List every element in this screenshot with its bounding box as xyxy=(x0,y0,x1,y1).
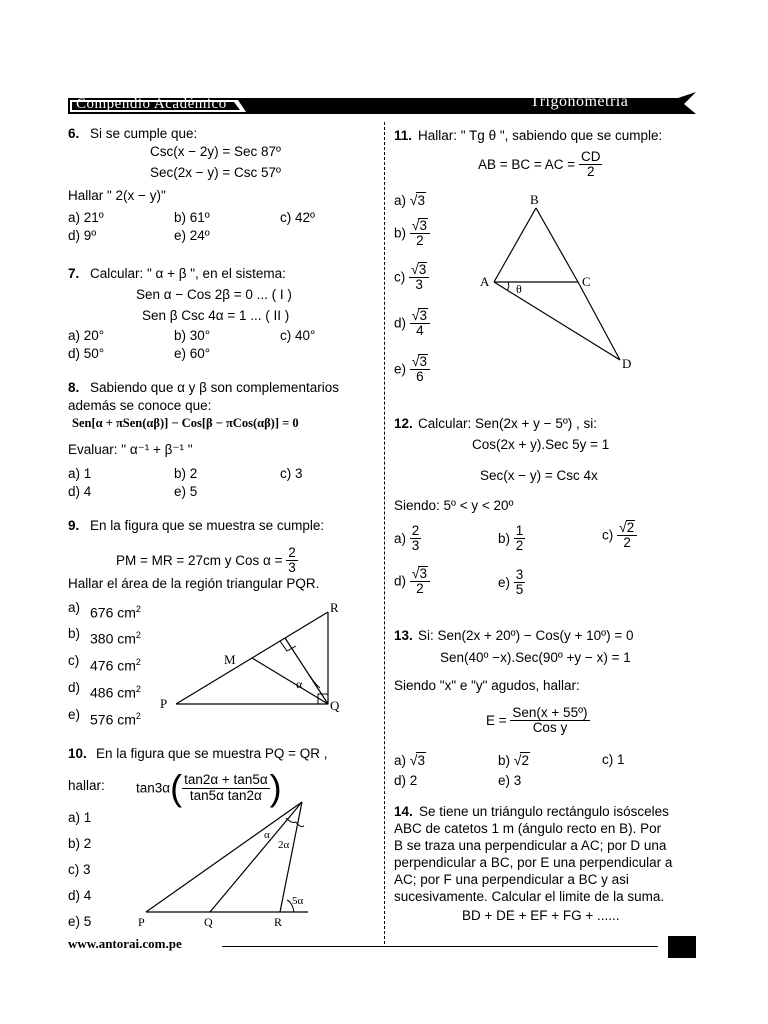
q9-option-e[interactable] xyxy=(90,711,141,728)
q13-frac-num: Sen(x + 55º) xyxy=(512,705,588,720)
q11-option-d-root: 3 xyxy=(419,308,427,323)
q9-label-P: P xyxy=(160,696,168,711)
q13-option-c[interactable]: c) 1 xyxy=(602,752,625,767)
q10-figure xyxy=(130,798,340,932)
q11-frac-den: 2 xyxy=(586,164,595,180)
q13-option-e[interactable]: e) 3 xyxy=(498,773,522,788)
q9-option-a-value: 676 cm xyxy=(90,604,136,621)
q11-option-c-den: 3 xyxy=(415,277,423,293)
q6-option-d[interactable]: d) 9º xyxy=(68,228,97,243)
q10-label-R: R xyxy=(274,915,283,929)
q13-frac-den: Cos y xyxy=(532,720,568,736)
q9-option-c-letter[interactable]: c) xyxy=(68,653,80,668)
q7-number: 7. xyxy=(68,266,80,281)
q12-option-c-letter: c) xyxy=(602,527,614,543)
q9-option-e-sup: 2 xyxy=(135,711,141,721)
q13-option-a-letter: a) xyxy=(394,753,407,768)
q13-option-b-letter: b) xyxy=(498,753,511,768)
q11-label-A: A xyxy=(480,274,490,289)
q6-intro: Si se cumple que: xyxy=(90,126,198,141)
q9-option-d[interactable] xyxy=(90,684,141,701)
q10-option-b[interactable]: b) 2 xyxy=(68,836,92,851)
q11-figure xyxy=(478,192,648,376)
q7-eq1: Sen α − Cos 2β = 0 ... ( I ) xyxy=(136,287,292,302)
q14-sum: BD + DE + EF + FG + ...... xyxy=(462,908,620,923)
q9-equation xyxy=(116,546,298,575)
q11-option-a-root: 3 xyxy=(417,193,425,208)
q8-intro1: Sabiendo que α y β son complementarios xyxy=(90,380,339,395)
q13-option-d[interactable]: d) 2 xyxy=(394,773,418,788)
q14-line-1: Se tiene un triángulo rectángulo isósceles xyxy=(419,804,669,819)
q11-option-a-letter: a) xyxy=(394,193,407,208)
q11-option-c-letter: c) xyxy=(394,269,406,285)
page-number-box xyxy=(668,936,696,958)
column-divider xyxy=(384,122,385,944)
q14-line-5: AC; por F una perpendicular a BC y asi xyxy=(394,872,629,887)
q8-option-d[interactable]: d) 4 xyxy=(68,484,92,499)
q9-option-b-letter[interactable]: b) xyxy=(68,626,81,641)
q11-option-e-den: 6 xyxy=(416,369,424,385)
q11-label-B: B xyxy=(530,192,539,207)
q9-option-a[interactable] xyxy=(90,604,141,621)
q12-option-e-letter: e) xyxy=(498,575,511,591)
q8-ask: Evaluar: " α⁻¹ + β⁻¹ " xyxy=(68,442,193,457)
q13-option-b-root: 2 xyxy=(521,753,529,768)
q12-option-a-letter: a) xyxy=(394,531,407,547)
q10-intro: En la figura que se muestra PQ = QR , xyxy=(96,746,328,761)
q11-number: 11. xyxy=(394,128,413,143)
q11-option-e-root: 3 xyxy=(419,354,427,369)
q7-option-c[interactable]: c) 40° xyxy=(280,328,316,343)
q6-ask: Hallar " 2(x − y)" xyxy=(68,188,166,203)
q11-eq-left: AB = BC = AC = xyxy=(478,157,576,173)
q12-option-d-den: 2 xyxy=(416,581,424,597)
q6-option-b[interactable]: b) 61º xyxy=(174,210,210,225)
q10-label-5alpha: 5α xyxy=(292,895,304,907)
q12-option-c[interactable]: c) $\frac{√2}{2}$ xyxy=(602,520,637,550)
q9-label-R: R xyxy=(330,600,339,615)
q12-condition: Siendo: 5º < y < 20º xyxy=(394,498,514,513)
q10-label-P: P xyxy=(138,915,145,929)
q6-option-a[interactable]: a) 21º xyxy=(68,210,104,225)
q9-option-d-sup: 2 xyxy=(135,684,141,694)
q10-frac-den: tan5α tan2α xyxy=(189,787,262,803)
q12-option-d-root: 3 xyxy=(419,566,427,581)
q12-option-b-num: 1 xyxy=(515,523,524,538)
q12-option-b-den: 2 xyxy=(515,538,524,554)
q13-eq2: Sen(40º −x).Sec(90º +y − x) = 1 xyxy=(440,650,631,665)
q9-option-e-letter[interactable]: e) xyxy=(68,707,81,722)
q13-option-b[interactable]: b) √2 xyxy=(498,752,529,768)
q8-option-a[interactable]: a) 1 xyxy=(68,466,92,481)
q9-eq-left: PM = MR = 27cm y Cos α = xyxy=(116,553,283,569)
q8-intro2: además se conoce que: xyxy=(68,398,212,413)
q6-option-e[interactable]: e) 24º xyxy=(174,228,210,243)
q12-option-c-den: 2 xyxy=(623,535,631,551)
q10-frac-num: tan2α + tan5α xyxy=(184,772,268,788)
q13-number: 13. xyxy=(394,628,413,643)
q14-line-6: sucesivamente. Calcular el limite de la suma. xyxy=(394,889,665,904)
q12-option-a[interactable] xyxy=(394,524,421,553)
q13-intro: Si: Sen(2x + 20º) − Cos(y + 10º) = 0 xyxy=(418,628,634,643)
q10-label-2alpha: 2α xyxy=(278,839,290,851)
q13-option-a-root: 3 xyxy=(417,753,425,768)
q9-option-b-value: 380 cm xyxy=(90,630,136,647)
q9-intro: En la figura que se muestra se cumple: xyxy=(90,518,325,533)
q12-option-b-letter: b) xyxy=(498,531,511,547)
q13-option-a[interactable]: a) √3 xyxy=(394,752,425,768)
q7-option-a[interactable]: a) 20° xyxy=(68,328,105,343)
q9-option-a-sup: 2 xyxy=(135,604,141,614)
q9-label-Q: Q xyxy=(330,698,340,713)
q11-option-e[interactable]: e) $\frac{√3}{6}$ xyxy=(394,354,430,384)
q9-frac-num: 2 xyxy=(288,545,296,560)
q11-intro: Hallar: " Tg θ ", sabiendo que se cumple: xyxy=(418,128,663,143)
q10-option-e[interactable]: e) 5 xyxy=(68,914,92,929)
q12-option-e[interactable] xyxy=(498,568,525,597)
footer-rule xyxy=(222,946,658,947)
q12-option-b[interactable] xyxy=(498,524,525,553)
q12-eq1: Cos(2x + y).Sec 5y = 1 xyxy=(472,437,610,452)
q9-option-c[interactable] xyxy=(90,657,141,674)
q10-label-Q: Q xyxy=(204,915,213,929)
header-right-title: Trigonometría xyxy=(530,93,629,110)
q11-equation xyxy=(478,150,602,179)
q11-option-b-root: 3 xyxy=(419,218,427,233)
q10-label-alpha: α xyxy=(264,829,270,841)
q10-expression: tan3α( $\frac{\tan 2\alpha + \tan 5\alpha}{\text{tan5α tan2α}}$ ) xyxy=(136,767,282,808)
q11-option-e-letter: e) xyxy=(394,361,407,377)
q12-option-e-den: 5 xyxy=(515,582,524,598)
q12-option-c-root: 2 xyxy=(626,520,635,535)
q11-option-b-letter: b) xyxy=(394,225,407,241)
q12-option-a-num: 2 xyxy=(411,523,420,538)
q10-ask: hallar: xyxy=(68,778,105,793)
q11-option-d-den: 4 xyxy=(416,323,424,339)
q6-eq2: Sec(2x − y) = Csc 57º xyxy=(150,165,281,180)
q6-eq1: Csc(x − 2y) = Sec 87º xyxy=(150,144,281,159)
q11-option-b-den: 2 xyxy=(416,233,424,249)
q11-option-d[interactable]: d) $\frac{√3}{4}$ xyxy=(394,308,430,338)
q11-frac-num: CD xyxy=(580,149,601,164)
q7-option-b[interactable]: b) 30° xyxy=(174,328,211,343)
q14-line-4: perpendicular a BC, por E una perpendicular a xyxy=(394,855,673,870)
q9-figure xyxy=(150,596,360,726)
q9-frac-den: 3 xyxy=(288,560,296,576)
q6-number: 6. xyxy=(68,126,80,141)
q9-ask: Hallar el área de la región triangular PQR. xyxy=(68,576,320,591)
q11-option-b[interactable]: b) $\frac{√3}{2}$ xyxy=(394,218,430,248)
q9-option-a-letter[interactable]: a) xyxy=(68,600,81,615)
q12-intro: Calcular: Sen(2x + y − 5º) , si: xyxy=(418,416,598,431)
q7-intro: Calcular: " α + β ", en el sistema: xyxy=(90,266,286,281)
q9-option-c-sup: 2 xyxy=(135,657,141,667)
q11-label-C: C xyxy=(582,274,591,289)
q11-option-d-letter: d) xyxy=(394,315,407,331)
q12-option-d[interactable]: d) $\frac{√3}{2}$ xyxy=(394,566,430,596)
q8-number: 8. xyxy=(68,380,80,395)
q11-option-a[interactable]: a) √3 xyxy=(394,192,425,208)
q10-option-c[interactable]: c) 3 xyxy=(68,862,91,877)
q14-line-2: ABC de catetos 1 m (ángulo recto en B). Por xyxy=(394,821,662,836)
q9-label-alpha: α xyxy=(296,677,303,691)
q11-label-D: D xyxy=(622,356,632,371)
footer-website[interactable]: www.antorai.com.pe xyxy=(68,936,182,951)
q11-option-c[interactable]: c) $\frac{√3}{3}$ xyxy=(394,262,429,292)
q11-label-theta: θ xyxy=(516,282,522,296)
q9-number: 9. xyxy=(68,518,80,533)
q10-option-d[interactable]: d) 4 xyxy=(68,888,92,903)
q7-eq2: Sen β Csc 4α = 1 ... ( II ) xyxy=(142,308,290,323)
q9-option-e-value: 576 cm xyxy=(90,711,136,728)
q12-eq2: Sec(x − y) = Csc 4x xyxy=(480,468,598,483)
q6-option-c[interactable]: c) 42º xyxy=(280,210,315,225)
q12-option-a-den: 3 xyxy=(411,538,420,554)
q14-number: 14. xyxy=(394,804,413,819)
q7-option-d[interactable]: d) 50° xyxy=(68,346,105,361)
q9-option-d-letter[interactable]: d) xyxy=(68,680,81,695)
q13-expression xyxy=(486,706,590,735)
q13-e-left: E = xyxy=(486,713,507,729)
q12-option-d-letter: d) xyxy=(394,573,407,589)
q8-equation: Sen[α + πSen(αβ)] − Cos[β − πCos(αβ)] = 0 xyxy=(72,416,299,430)
q9-label-M: M xyxy=(224,652,236,667)
q10-option-a[interactable]: a) 1 xyxy=(68,810,92,825)
q9-option-b-sup: 2 xyxy=(135,630,141,640)
q14-line-3: B se traza una perpendicular a AC; por D una xyxy=(394,838,667,853)
q10-number: 10. xyxy=(68,746,87,761)
q9-option-d-value: 486 cm xyxy=(90,684,136,701)
q8-option-b[interactable]: b) 2 xyxy=(174,466,198,481)
q12-option-e-num: 3 xyxy=(515,567,524,582)
header-left-title: Compendio Académico xyxy=(76,96,227,112)
q9-option-c-value: 476 cm xyxy=(90,657,136,674)
q11-option-c-root: 3 xyxy=(418,262,427,277)
q8-option-c[interactable]: c) 3 xyxy=(280,466,303,481)
q10-expr-tan3a: tan3α xyxy=(136,780,171,796)
q7-option-e[interactable]: e) 60° xyxy=(174,346,211,361)
q12-number: 12. xyxy=(394,416,413,431)
q13-condition: Siendo "x" e "y" agudos, hallar: xyxy=(394,678,580,693)
q8-option-e[interactable]: e) 5 xyxy=(174,484,198,499)
q9-option-b[interactable] xyxy=(90,630,141,647)
